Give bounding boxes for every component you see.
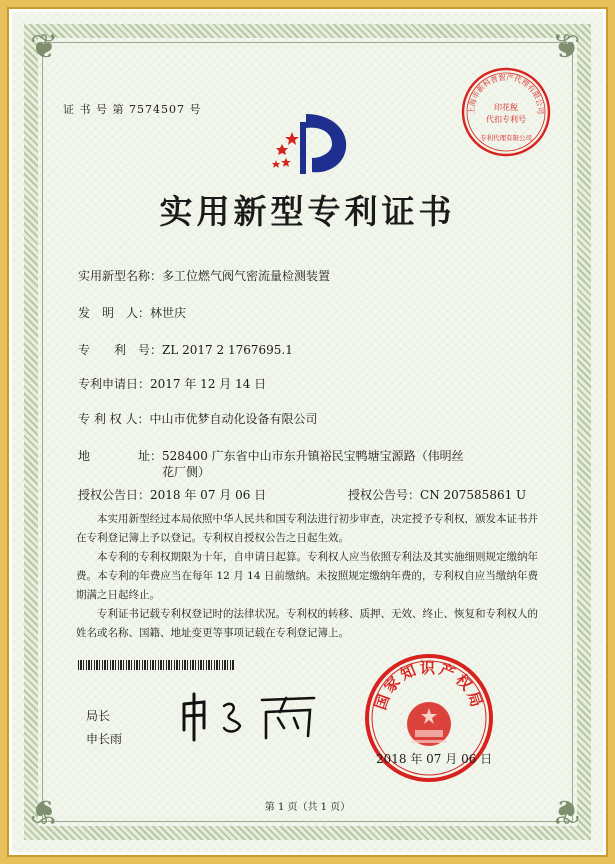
announcement-number-row [348, 486, 526, 503]
barcode [78, 660, 234, 670]
address-continuation [162, 463, 210, 480]
address-value-line1: 528400 广东省中山市东升镇裕民宝鸭塘宝源路（伟明丝 [162, 449, 464, 463]
inventor-row [78, 304, 186, 321]
utility-name-label: 实用新型名称： [78, 269, 163, 283]
patent-number-label: 专 利 号： [78, 343, 163, 357]
corner-ornament-icon: ❦ [552, 791, 581, 831]
agency-stamp-icon [460, 66, 552, 158]
corner-ornament-icon: ❦ [30, 27, 59, 67]
inventor-value: 林世庆 [150, 306, 187, 320]
filing-date-row [78, 375, 266, 392]
legal-status-paragraph: 专利证书记载专利权登记时的法律状况。专利权的转移、质押、无效、终止、恢复和专利权人的姓名或名称、国籍、地址变更等事项记载在专利登记簿上。 [76, 608, 538, 639]
svg-text:国家知识产权局: 国家知识产权局 [371, 658, 487, 713]
patent-office-logo-icon [262, 108, 352, 180]
inventor-label: 发 明 人： [78, 306, 151, 320]
signature-icon [176, 690, 326, 742]
patentee-row [78, 410, 317, 427]
announcement-date-row [78, 486, 266, 503]
corner-ornament-icon: ❦ [552, 27, 581, 67]
patentee-label: 专 利 权 人： [78, 412, 150, 426]
svg-text:专利代理有限公司: 专利代理有限公司 [480, 134, 532, 142]
svg-text:上海市新科普智产代理有限公司: 上海市新科普智产代理有限公司 [466, 72, 546, 115]
patentee-value: 中山市优梦自动化设备有限公司 [149, 412, 318, 426]
announcement-number-label: 授权公告号： [348, 488, 421, 502]
page-footer: 第 1 页（共 1 页） [264, 802, 351, 813]
certificate-title: 实用新型专利证书 [159, 192, 456, 231]
grant-paragraph: 本实用新型经过本局依照中华人民共和国专利法进行初步审查，决定授予专利权，颁发本证书并在专利登记簿上予以登记。专利权自授权公告之日起生效。 [76, 513, 538, 544]
corner-ornament-icon: ❦ [30, 791, 59, 831]
certificate-number: 证 书 号 第 7574507 号 [63, 103, 202, 116]
signer-title: 局长 [86, 709, 111, 723]
patent-number-row [78, 341, 293, 358]
address-value-line2: 花厂侧） [162, 465, 211, 479]
utility-name-row [78, 267, 330, 284]
term-paragraph: 本专利的专利权期限为十年，自申请日起算。专利权人应当依照专利法及其实施细则规定缴纳年费。本专利的年费应当在每年 12 月 14 日前缴纳。未按照规定缴纳年费的，专利权自应当缴纳年费期满之日起终止。 [76, 551, 538, 601]
announcement-date-label: 授权公告日： [78, 488, 151, 502]
filing-date-label: 专利申请日： [78, 377, 151, 391]
announcement-date-value: 2018 年 07 月 06 日 [150, 488, 267, 502]
utility-name-value: 多工位燃气阀气密流量检测装置 [162, 269, 331, 283]
patent-number-value: ZL 2017 2 1767695.1 [162, 343, 293, 357]
seal-date: 2018 年 07 月 06 日 [376, 752, 493, 766]
address-row [78, 447, 464, 464]
filing-date-value: 2017 年 12 月 14 日 [150, 377, 267, 391]
address-label: 地 址： [78, 449, 163, 463]
announcement-number-value: CN 207585861 U [420, 488, 527, 502]
signer-name: 申长雨 [86, 732, 123, 746]
svg-text:印花税: 印花税 [494, 103, 518, 112]
svg-text:代扣专利号: 代扣专利号 [486, 115, 526, 124]
